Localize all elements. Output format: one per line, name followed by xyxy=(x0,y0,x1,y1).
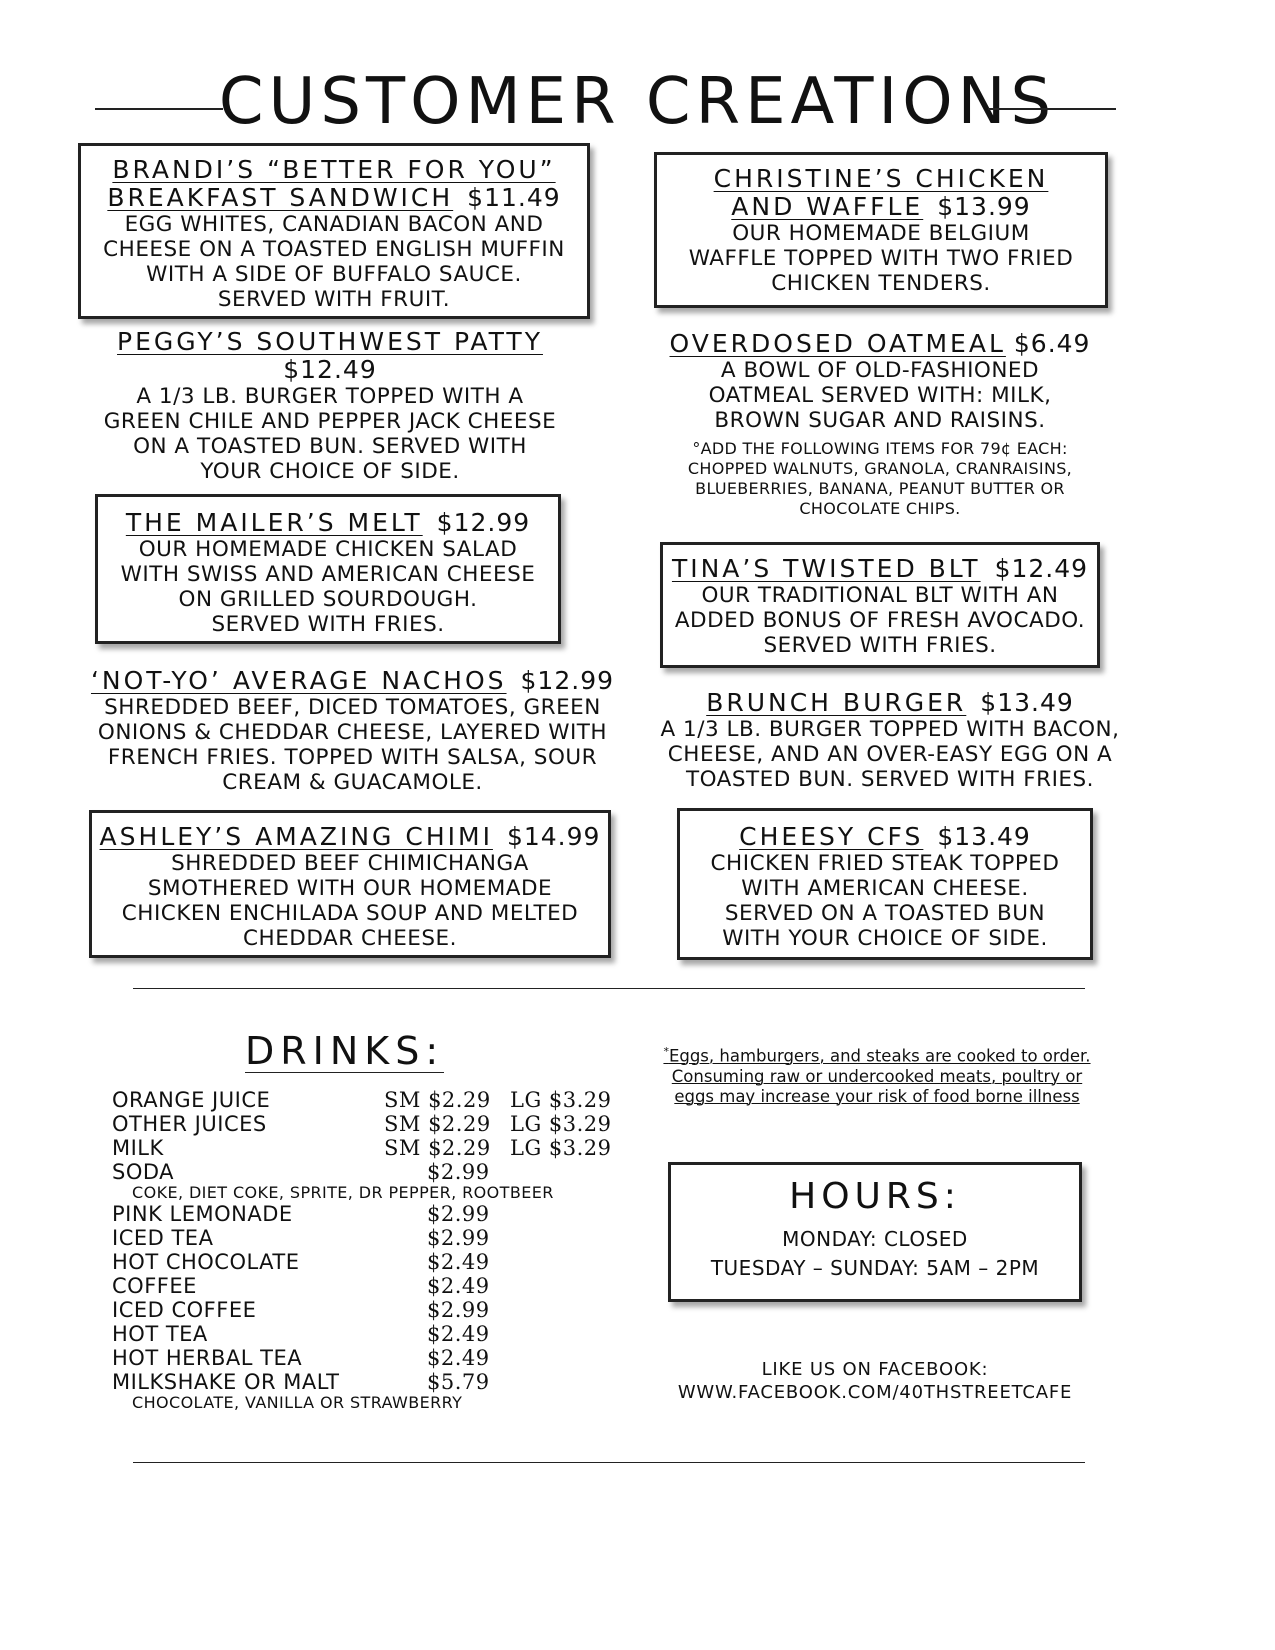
item-name: ‘NOT-YO’ AVERAGE NACHOS xyxy=(90,666,507,695)
drink-row xyxy=(112,1274,632,1298)
item-price: $12.99 xyxy=(520,666,615,695)
drink-row xyxy=(112,1370,632,1394)
item-name: OVERDOSED OATMEAL xyxy=(669,329,1006,358)
drink-row xyxy=(112,1322,632,1346)
item-name: THE MAILER’S MELT xyxy=(125,508,423,537)
item-description: CHICKEN FRIED STEAK TOPPED WITH AMERICAN CHEESE. SERVED ON A TOASTED BUN WITH YOUR CHOICE OF SIDE. xyxy=(710,851,1060,951)
item-price: $13.99 xyxy=(937,192,1031,221)
drink-price-large: LG $3.29 xyxy=(510,1112,612,1136)
drink-options-note: COKE, DIET COKE, SPRITE, DR PEPPER, ROOTBEER xyxy=(132,1183,554,1202)
facebook-promo xyxy=(660,1358,1090,1404)
item-addon-note: °ADD THE FOLLOWING ITEMS FOR 79¢ EACH: CHOPPED WALNUTS, GRANOLA, CRANRAISINS, BLUEBERRIES, BANANA, PEANUT BUTTER OR CHOCOLATE CHIPS. xyxy=(687,439,1073,518)
menu-item-overdosed-oatmeal xyxy=(650,330,1110,519)
hours-tuesday-sunday: TUESDAY – SUNDAY: 5AM – 2PM xyxy=(710,1256,1040,1280)
item-description: OUR TRADITIONAL BLT WITH AN ADDED BONUS OF FRESH AVOCADO. SERVED WITH FRIES. xyxy=(674,583,1086,658)
drink-price: $2.49 xyxy=(427,1274,490,1298)
hours-heading: HOURS: xyxy=(789,1176,961,1217)
item-name: BRUNCH BURGER xyxy=(706,688,967,717)
drink-price: $2.49 xyxy=(427,1250,490,1274)
item-price: $13.49 xyxy=(937,822,1031,851)
item-description: OUR HOMEMADE CHICKEN SALAD WITH SWISS AND AMERICAN CHEESE ON GRILLED SOURDOUGH. SERVED WITH FRIES. xyxy=(120,537,536,637)
menu-item-not-yo-average-nachos xyxy=(80,667,625,795)
drink-name: PINK LEMONADE xyxy=(112,1202,293,1226)
drink-options-note: CHOCOLATE, VANILLA OR STRAWBERRY xyxy=(132,1393,463,1412)
item-name: TINA’S TWISTED BLT xyxy=(671,554,981,583)
drink-name: COFFEE xyxy=(112,1274,197,1298)
item-price: $12.99 xyxy=(436,508,531,537)
drink-price: $2.49 xyxy=(427,1346,490,1370)
drink-price-small: SM $2.29 xyxy=(384,1112,491,1136)
facebook-label: LIKE US ON FACEBOOK: xyxy=(761,1359,989,1380)
item-name: BRANDI’S “BETTER FOR YOU” xyxy=(112,155,556,184)
drink-price-small: SM $2.29 xyxy=(384,1136,491,1160)
menu-item-peggys-southwest-patty xyxy=(80,328,580,484)
item-description: EGG WHITES, CANADIAN BACON AND CHEESE ON A TOASTED ENGLISH MUFFIN WITH A SIDE OF BUFFALO SAUCE. SERVED WITH FRUIT. xyxy=(103,212,565,312)
item-name: ASHLEY’S AMAZING CHIMI xyxy=(99,822,493,851)
menu-title: CUSTOMER CREATIONS xyxy=(218,65,1057,139)
item-name: AND WAFFLE xyxy=(731,192,924,221)
drink-name: HOT HERBAL TEA xyxy=(112,1346,303,1370)
menu-item-ashleys-amazing-chimi xyxy=(89,810,611,958)
drink-row xyxy=(112,1346,632,1370)
drink-name: SODA xyxy=(112,1160,175,1184)
item-price: $6.49 xyxy=(1013,329,1091,358)
item-price: $13.49 xyxy=(980,688,1074,717)
drink-price-large: LG $3.29 xyxy=(510,1136,612,1160)
drink-name: MILKSHAKE OR MALT xyxy=(112,1370,340,1394)
menu-item-brandis-breakfast-sandwich xyxy=(78,143,590,319)
menu-item-tinas-twisted-blt xyxy=(660,542,1100,668)
item-description: OUR HOMEMADE BELGIUM WAFFLE TOPPED WITH TWO FRIED CHICKEN TENDERS. xyxy=(688,221,1074,296)
item-name: BREAKFAST SANDWICH xyxy=(107,183,454,212)
drink-price: $2.99 xyxy=(427,1202,490,1226)
drink-name: MILK xyxy=(112,1136,164,1160)
item-name: CHEESY CFS xyxy=(739,822,924,851)
drinks-list xyxy=(112,1088,632,1412)
item-price: $11.49 xyxy=(467,183,561,212)
menu-item-mailers-melt xyxy=(95,494,561,644)
item-description: A 1/3 LB. BURGER TOPPED WITH BACON, CHEESE, AND AN OVER-EASY EGG ON A TOASTED BUN. SERVED WITH FRIES. xyxy=(660,717,1120,792)
drink-name: HOT CHOCOLATE xyxy=(112,1250,300,1274)
drink-row xyxy=(112,1298,632,1322)
menu-item-brunch-burger xyxy=(650,689,1130,792)
drinks-heading: DRINKS: xyxy=(245,1029,445,1073)
drink-price: $2.99 xyxy=(427,1226,490,1250)
bottom-divider xyxy=(133,1462,1085,1463)
drink-row xyxy=(112,1136,632,1160)
drink-price: $2.99 xyxy=(427,1298,490,1322)
hours-box xyxy=(668,1162,1082,1302)
drink-row xyxy=(112,1160,632,1184)
item-name: PEGGY’S SOUTHWEST PATTY xyxy=(117,327,543,356)
item-price: $14.99 xyxy=(506,822,601,851)
drink-price: $2.99 xyxy=(427,1160,490,1184)
drink-price: $2.49 xyxy=(427,1322,490,1346)
drink-price: $5.79 xyxy=(427,1370,490,1394)
item-price: $12.49 xyxy=(994,554,1089,583)
drink-row xyxy=(112,1202,632,1226)
drink-name: ICED COFFEE xyxy=(112,1298,257,1322)
drink-name: ICED TEA xyxy=(112,1226,214,1250)
item-description: SHREDDED BEEF CHIMICHANGA SMOTHERED WITH OUR HOMEMADE CHICKEN ENCHILADA SOUP AND MELTED CHEDDAR CHEESE. xyxy=(121,851,579,951)
item-description: SHREDDED BEEF, DICED TOMATOES, GREEN ONIONS & CHEDDAR CHEESE, LAYERED WITH FRENCH FRIES. TOPPED WITH SALSA, SOUR CREAM & GUACAMOLE. xyxy=(97,695,608,795)
drink-name: ORANGE JUICE xyxy=(112,1088,271,1112)
drink-row xyxy=(112,1088,632,1112)
facebook-url: WWW.FACEBOOK.COM/40THSTREETCAFE xyxy=(677,1382,1073,1403)
drink-row xyxy=(112,1250,632,1274)
menu-item-christines-chicken-and-waffle xyxy=(654,152,1108,308)
item-description: A 1/3 LB. BURGER TOPPED WITH A GREEN CHILE AND PEPPER JACK CHEESE ON A TOASTED BUN. SERVED WITH YOUR CHOICE OF SIDE. xyxy=(103,384,557,484)
menu-item-cheesy-cfs xyxy=(677,808,1093,960)
drink-name: HOT TEA xyxy=(112,1322,208,1346)
drink-row xyxy=(112,1226,632,1250)
drink-name: OTHER JUICES xyxy=(112,1112,267,1136)
drink-price-small: SM $2.29 xyxy=(384,1088,491,1112)
hours-monday: MONDAY: CLOSED xyxy=(782,1227,968,1251)
item-description: A BOWL OF OLD-FASHIONED OATMEAL SERVED WITH: MILK, BROWN SUGAR AND RAISINS. xyxy=(708,358,1052,433)
item-name: CHRISTINE’S CHICKEN xyxy=(713,164,1049,193)
item-price: $12.49 xyxy=(283,355,377,384)
section-divider xyxy=(133,988,1085,989)
title-rule-right xyxy=(988,108,1116,110)
food-safety-disclaimer: *Eggs, hamburgers, and steaks are cooked to order. Consuming raw or undercooked meats, poultry or eggs may increase your risk of food borne illness xyxy=(663,1045,1091,1106)
drink-price-large: LG $3.29 xyxy=(510,1088,612,1112)
drink-row xyxy=(112,1112,632,1136)
